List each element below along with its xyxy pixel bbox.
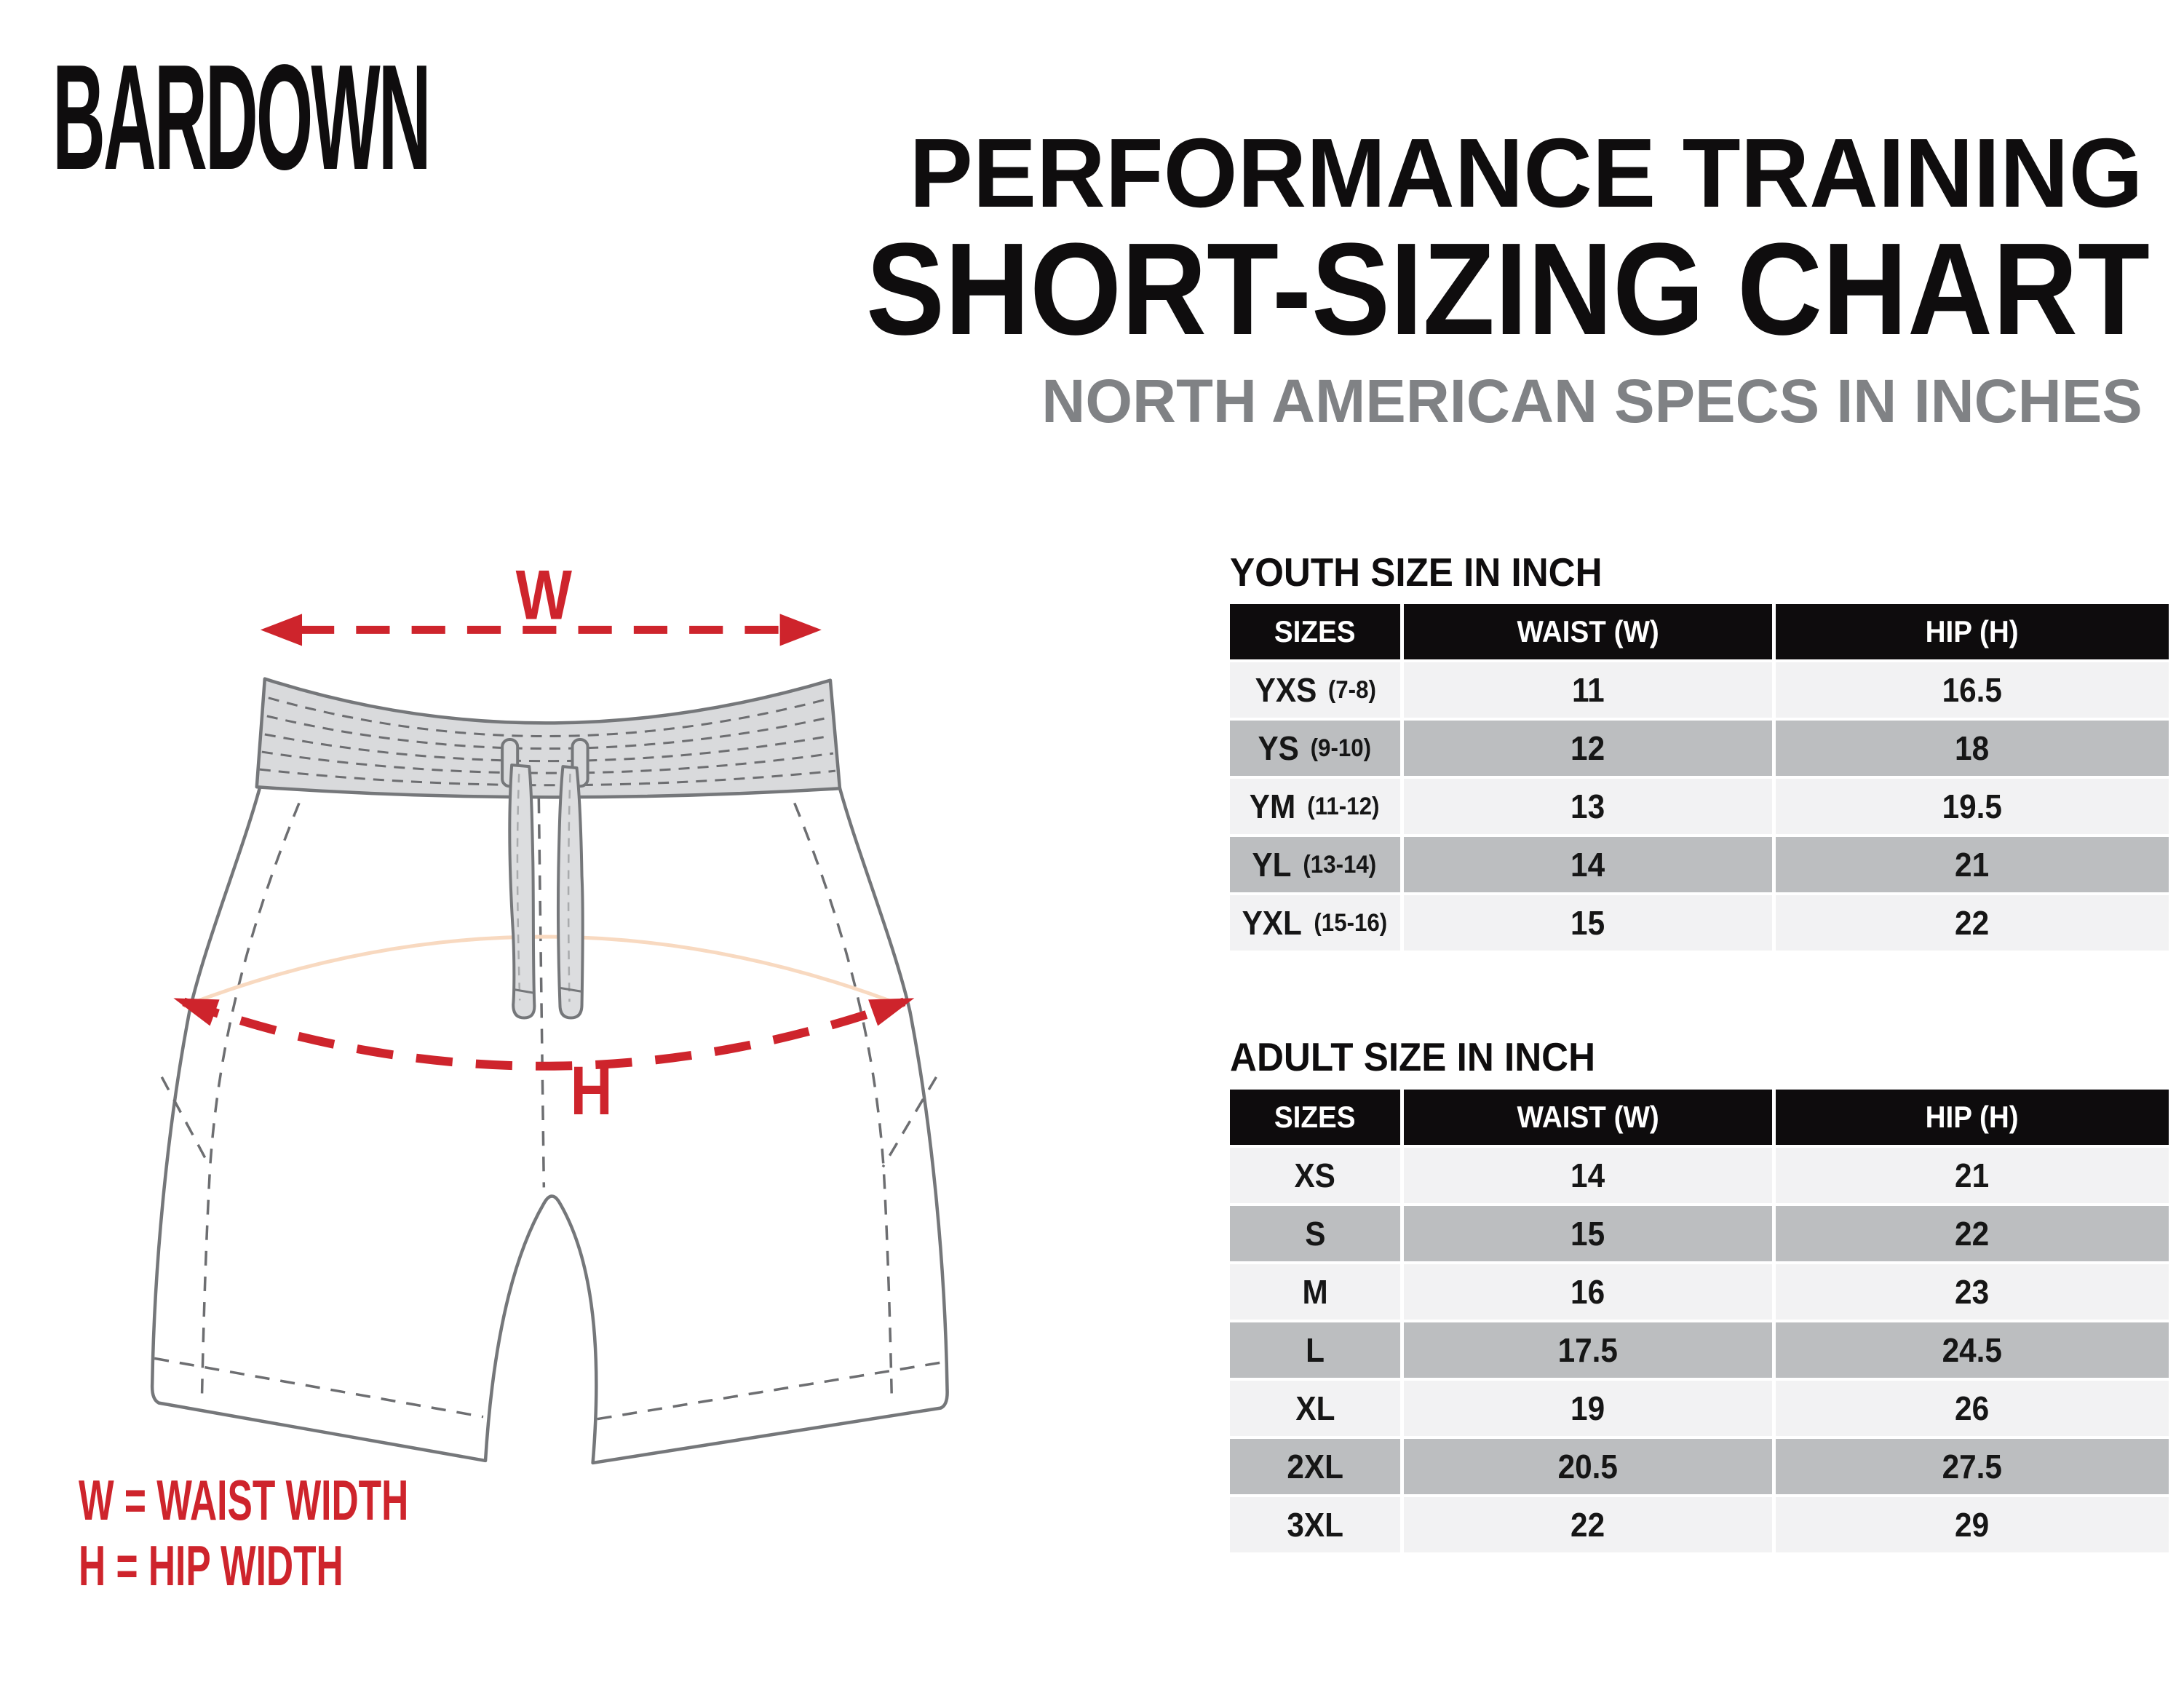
column-header-waist: WAIST (W) [1404, 604, 1776, 662]
legend-waist: W = WAIST WIDTH [79, 1468, 409, 1532]
waist-cell: 14 [1404, 1148, 1776, 1206]
table-row [1230, 837, 2169, 895]
hip-cell: 18 [1776, 721, 2169, 779]
waist-cell: 15 [1404, 1206, 1776, 1264]
table-row [1230, 1322, 2169, 1381]
hip-cell: 21 [1776, 837, 2169, 895]
hip-cell: 26 [1776, 1381, 2169, 1439]
column-header-waist: WAIST (W) [1404, 1090, 1776, 1148]
size-cell: YL (13-14) [1230, 837, 1404, 895]
hip-cell: 16.5 [1776, 662, 2169, 721]
size-cell: M [1230, 1264, 1404, 1322]
hip-cell: 27.5 [1776, 1439, 2169, 1497]
waist-cell: 16 [1404, 1264, 1776, 1322]
youth-section-title: YOUTH SIZE IN INCH [1230, 550, 1603, 595]
hip-cell: 24.5 [1776, 1322, 2169, 1381]
waist-arrowhead-left [261, 614, 302, 646]
column-header-sizes: SIZES [1230, 1090, 1404, 1148]
column-header-hip: HIP (H) [1776, 1090, 2169, 1148]
table-row [1230, 1264, 2169, 1322]
hip-cell: 29 [1776, 1497, 2169, 1555]
size-cell: YXS (7-8) [1230, 662, 1404, 721]
table-row [1230, 1381, 2169, 1439]
waist-cell: 20.5 [1404, 1439, 1776, 1497]
table-row [1230, 895, 2169, 953]
brand-logo [52, 33, 822, 201]
shorts-body-outline [152, 785, 948, 1463]
waist-cell: 13 [1404, 779, 1776, 837]
youth-size-table [1230, 604, 2169, 953]
youth-table-header-row [1230, 604, 2169, 662]
size-cell: YS (9-10) [1230, 721, 1404, 779]
waistband [257, 679, 840, 798]
drawstring-left [509, 765, 534, 1017]
table-row [1230, 721, 2169, 779]
column-header-hip: HIP (H) [1776, 604, 2169, 662]
brand-logo-text: BARDOWN [52, 33, 429, 201]
waist-cell: 12 [1404, 721, 1776, 779]
size-cell: XS [1230, 1148, 1404, 1206]
size-cell: XL [1230, 1381, 1404, 1439]
table-row [1230, 1206, 2169, 1264]
size-cell: 3XL [1230, 1497, 1404, 1555]
waist-cell: 22 [1404, 1497, 1776, 1555]
table-row [1230, 779, 2169, 837]
legend-hip: H = HIP WIDTH [79, 1534, 344, 1598]
size-cell: L [1230, 1322, 1404, 1381]
waist-cell: 11 [1404, 662, 1776, 721]
hip-cell: 23 [1776, 1264, 2169, 1322]
size-cell: YXL (15-16) [1230, 895, 1404, 953]
size-cell: 2XL [1230, 1439, 1404, 1497]
waist-cell: 14 [1404, 837, 1776, 895]
hip-cell: 22 [1776, 895, 2169, 953]
size-cell: S [1230, 1206, 1404, 1264]
table-row [1230, 1497, 2169, 1555]
adult-size-table [1230, 1090, 2169, 1555]
page-title-line1: PERFORMANCE TRAINING [908, 118, 2143, 228]
adult-section-title: ADULT SIZE IN INCH [1230, 1034, 1596, 1079]
hip-cell: 21 [1776, 1148, 2169, 1206]
table-row [1230, 662, 2169, 721]
page-title-line2: SHORT-SIZING CHART [865, 216, 2150, 362]
shorts-illustration [116, 555, 1030, 1475]
waist-cell: 17.5 [1404, 1322, 1776, 1381]
waist-label: W [515, 555, 573, 634]
waist-cell: 19 [1404, 1381, 1776, 1439]
hip-label: H [570, 1052, 613, 1130]
adult-table-header-row [1230, 1090, 2169, 1148]
size-cell: YM (11-12) [1230, 779, 1404, 837]
waist-arrowhead-right [780, 614, 822, 646]
page-subtitle: NORTH AMERICAN SPECS IN INCHES [1041, 367, 2143, 435]
waist-cell: 15 [1404, 895, 1776, 953]
table-row [1230, 1148, 2169, 1206]
table-row [1230, 1439, 2169, 1497]
drawstring-right [558, 766, 583, 1017]
hip-cell: 22 [1776, 1206, 2169, 1264]
hip-cell: 19.5 [1776, 779, 2169, 837]
column-header-sizes: SIZES [1230, 604, 1404, 662]
shorts-diagram-svg [116, 555, 1030, 1475]
